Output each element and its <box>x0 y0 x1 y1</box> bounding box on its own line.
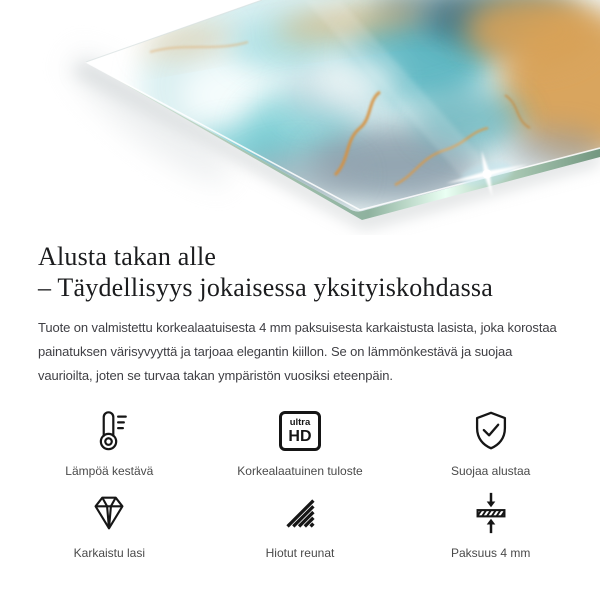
feature-grid <box>0 408 600 560</box>
feature-thickness <box>451 490 530 560</box>
polished-edges-icon <box>277 490 323 536</box>
product-image-glass-panel <box>0 0 600 235</box>
product-description-block <box>0 241 600 388</box>
feature-tempered-glass <box>74 490 145 560</box>
feature-high-quality-print <box>237 408 362 478</box>
feature-label: Karkaistu lasi <box>73 546 146 560</box>
feature-heat-resistant <box>65 408 153 478</box>
thermometer-icon <box>86 408 132 454</box>
feature-label: Hiotut reunat <box>265 546 335 560</box>
feature-polished-edges <box>266 490 335 560</box>
thickness-icon <box>468 490 514 536</box>
page-title <box>38 241 570 303</box>
ultra-hd-icon: ultra HD <box>279 411 321 451</box>
feature-label: Paksuus 4 mm <box>450 546 531 560</box>
feature-label: Suojaa alustaa <box>450 464 531 478</box>
page-title-line2: – Täydellisyys jokaisessa yksityiskohdassa <box>38 273 493 302</box>
page-title-line1: Alusta takan alle <box>38 242 217 271</box>
feature-label: Korkealaatuinen tuloste <box>237 464 363 478</box>
diamond-icon <box>86 490 132 536</box>
feature-protects-surface <box>451 408 530 478</box>
shield-check-icon <box>468 408 514 454</box>
product-description-text: Tuote on valmistettu korkealaatuisesta 4 mm paksuisesta karkaistusta lasista, joka korostaa painatuksen värisyvyyttä ja tarjoaa elegantin kiillon. Se on lämmönkestävä ja suojaa vaurioilta, joten se turvaa takan ympäristön vuosiksi eteenpäin. <box>38 320 557 383</box>
feature-label: Lämpöä kestävä <box>65 464 154 478</box>
